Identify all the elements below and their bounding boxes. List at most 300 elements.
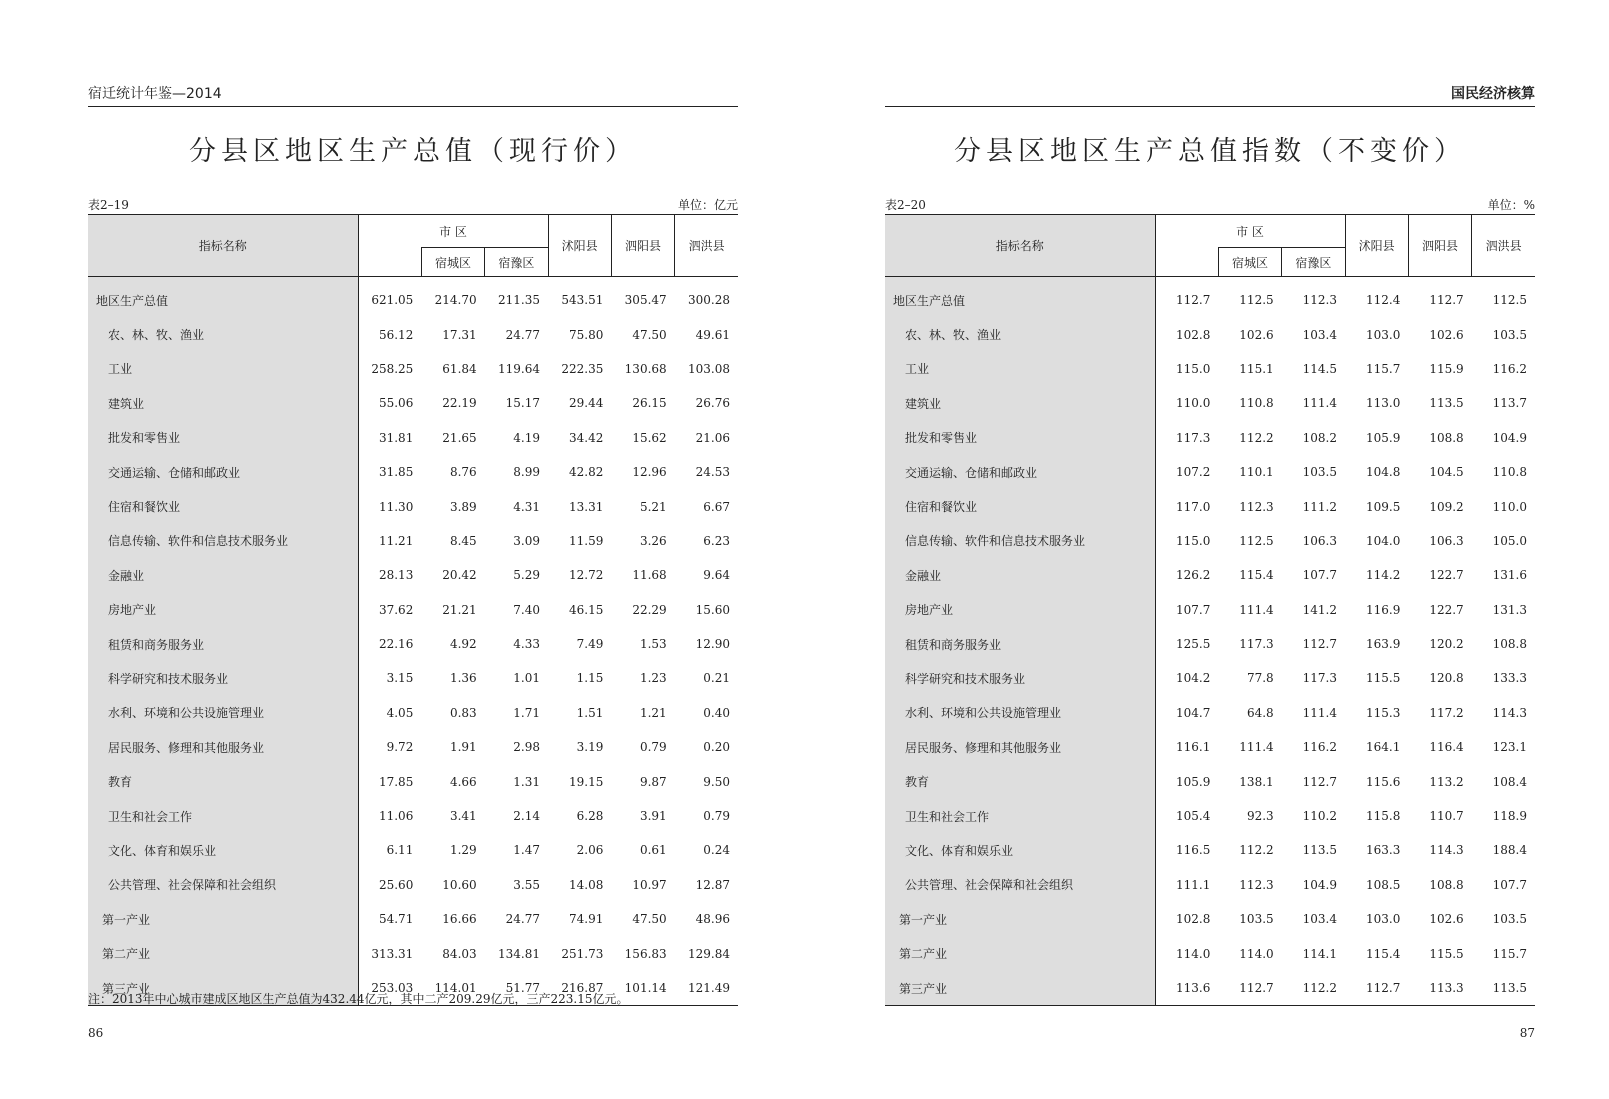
row-value: 112.7	[1218, 971, 1281, 1006]
row-value: 12.96	[632, 465, 667, 480]
row-value: 48.96	[695, 912, 730, 927]
row-value: 110.1	[1239, 465, 1274, 480]
row-value: 112.3	[1239, 877, 1274, 892]
row-value: 104.9	[1302, 877, 1338, 892]
row-value: 105.9	[1365, 430, 1401, 445]
row-value: 163.9	[1365, 637, 1401, 652]
header-shuyang: 沭阳县	[1345, 215, 1408, 277]
row-value: 251.73	[561, 946, 604, 961]
row-value: 102.6	[1239, 327, 1274, 342]
row-value: 621.05	[371, 293, 414, 308]
row-value: 543.51	[561, 293, 604, 308]
row-value: 133.3	[1492, 671, 1527, 686]
row-value: 222.35	[561, 361, 604, 376]
row-value: 21.65	[442, 430, 477, 445]
row-value: 19.15	[568, 774, 604, 789]
row-value: 75.80	[568, 327, 604, 342]
row-value: 121.49	[675, 971, 738, 1006]
row-value: 1.53	[639, 637, 667, 652]
row-value: 1.21	[639, 705, 667, 720]
row-value: 2.06	[576, 843, 604, 858]
table-meta	[885, 197, 1535, 213]
row-label: 卫生和社会工作	[88, 799, 358, 833]
table-row	[885, 764, 1535, 798]
row-value: 113.5	[1302, 843, 1338, 858]
running-head-text: 国民经济核算	[1451, 86, 1535, 102]
row-value: 28.13	[378, 568, 414, 583]
row-value: 115.7	[1365, 361, 1401, 376]
table-row	[88, 764, 738, 798]
row-value: 156.83	[624, 946, 667, 961]
row-label: 地区生产总值	[885, 277, 1155, 318]
row-value: 22.16	[378, 637, 414, 652]
row-value: 126.2	[1175, 568, 1211, 583]
table-row	[88, 558, 738, 592]
row-label: 工业	[88, 352, 358, 386]
row-value: 4.33	[513, 637, 541, 652]
table-row	[88, 902, 738, 936]
table-row	[88, 833, 738, 867]
row-value: 1.51	[576, 705, 604, 720]
row-label: 居民服务、修理和其他服务业	[88, 730, 358, 764]
page-number: 87	[1519, 1026, 1535, 1040]
row-value: 114.01	[421, 971, 484, 1006]
table-row	[88, 489, 738, 523]
row-value: 125.5	[1175, 637, 1211, 652]
row-value: 110.8	[1492, 465, 1527, 480]
row-value: 111.4	[1239, 740, 1274, 755]
row-value: 105.0	[1492, 533, 1527, 548]
row-value: 46.15	[568, 602, 604, 617]
row-value: 1.36	[449, 671, 477, 686]
row-value: 101.14	[611, 971, 674, 1006]
header-sihong: 泗洪县	[675, 215, 738, 277]
row-value: 163.3	[1365, 843, 1401, 858]
header-market-area: 市 区	[1155, 215, 1345, 248]
row-label: 文化、体育和娱乐业	[885, 833, 1155, 867]
row-value: 1.23	[639, 671, 667, 686]
gdp-table	[88, 214, 738, 1006]
row-value: 110.8	[1239, 396, 1274, 411]
row-value: 113.7	[1492, 396, 1527, 411]
table-number: 表2–19	[88, 198, 129, 212]
row-value: 3.89	[449, 499, 477, 514]
row-value: 111.4	[1302, 396, 1338, 411]
row-value: 117.3	[1175, 430, 1211, 445]
table-row	[885, 799, 1535, 833]
row-value: 115.4	[1239, 568, 1274, 583]
row-value: 110.2	[1302, 809, 1338, 824]
row-value: 113.3	[1408, 971, 1471, 1006]
row-value: 110.0	[1492, 499, 1527, 514]
row-value: 9.87	[639, 774, 667, 789]
row-value: 51.77	[485, 971, 548, 1006]
row-label: 批发和零售业	[88, 421, 358, 455]
row-value: 1.71	[513, 705, 541, 720]
row-value: 123.1	[1492, 740, 1527, 755]
row-value: 6.11	[386, 843, 414, 858]
row-value: 113.5	[1472, 971, 1535, 1006]
row-value: 11.68	[632, 568, 667, 583]
table-body	[88, 277, 738, 1006]
row-value: 1.31	[513, 774, 541, 789]
row-value: 10.97	[632, 877, 667, 892]
row-value: 9.64	[703, 568, 730, 583]
row-value: 115.5	[1365, 671, 1401, 686]
row-value: 3.55	[513, 877, 541, 892]
row-value: 117.3	[1302, 671, 1338, 686]
row-value: 116.2	[1492, 361, 1527, 376]
row-label: 建筑业	[885, 386, 1155, 420]
row-value: 4.31	[513, 499, 541, 514]
row-value: 112.5	[1239, 293, 1274, 308]
row-value: 5.21	[639, 499, 667, 514]
table-row	[885, 730, 1535, 764]
row-value: 31.85	[378, 465, 414, 480]
row-value: 114.3	[1429, 843, 1464, 858]
row-value: 29.44	[568, 396, 604, 411]
row-value: 84.03	[442, 946, 477, 961]
row-value: 49.61	[695, 327, 730, 342]
header-indicator: 指标名称	[88, 215, 358, 277]
row-value: 107.2	[1175, 465, 1211, 480]
row-value: 106.3	[1429, 533, 1464, 548]
row-value: 26.15	[632, 396, 667, 411]
row-label: 信息传输、软件和信息技术服务业	[88, 524, 358, 558]
row-value: 6.28	[576, 809, 604, 824]
row-value: 117.3	[1239, 637, 1274, 652]
header-market-blank	[1155, 248, 1218, 277]
row-value: 112.2	[1282, 971, 1345, 1006]
row-label: 第二产业	[885, 936, 1155, 970]
table-note: 注：2013年中心城市建成区地区生产总值为432.44亿元，其中二产209.29亿元，三产223.15亿元。	[88, 992, 629, 1006]
row-label: 信息传输、软件和信息技术服务业	[885, 524, 1155, 558]
table-row	[885, 317, 1535, 351]
row-label: 卫生和社会工作	[885, 799, 1155, 833]
row-value: 117.0	[1175, 499, 1211, 514]
row-label: 金融业	[88, 558, 358, 592]
row-value: 115.9	[1429, 361, 1464, 376]
row-value: 2.14	[513, 809, 541, 824]
row-value: 17.85	[378, 774, 414, 789]
row-label: 文化、体育和娱乐业	[88, 833, 358, 867]
gdp-index-table	[885, 214, 1535, 1006]
row-value: 34.42	[568, 430, 604, 445]
row-value: 47.50	[632, 327, 667, 342]
row-value: 105.4	[1175, 809, 1211, 824]
table-row	[885, 868, 1535, 902]
row-value: 24.77	[505, 327, 541, 342]
row-label: 地区生产总值	[88, 277, 358, 318]
row-value: 112.7	[1302, 637, 1338, 652]
row-value: 102.6	[1429, 327, 1464, 342]
row-value: 110.7	[1429, 809, 1464, 824]
row-label: 教育	[885, 764, 1155, 798]
row-value: 1.15	[576, 671, 604, 686]
row-value: 112.3	[1302, 293, 1338, 308]
table-row	[88, 730, 738, 764]
header-indicator: 指标名称	[885, 215, 1155, 277]
row-label: 水利、环境和公共设施管理业	[88, 696, 358, 730]
row-value: 120.8	[1429, 671, 1464, 686]
row-value: 12.72	[568, 568, 604, 583]
table-row	[885, 902, 1535, 936]
row-label: 第三产业	[885, 971, 1155, 1006]
row-value: 134.81	[498, 946, 541, 961]
row-value: 305.47	[624, 293, 667, 308]
row-value: 115.8	[1365, 809, 1401, 824]
row-value: 103.0	[1365, 327, 1401, 342]
table-row	[885, 627, 1535, 661]
row-value: 54.71	[378, 912, 414, 927]
row-value: 107.7	[1175, 602, 1211, 617]
row-value: 114.0	[1239, 946, 1274, 961]
row-value: 216.87	[548, 971, 611, 1006]
row-label: 金融业	[885, 558, 1155, 592]
row-value: 104.2	[1175, 671, 1211, 686]
row-value: 102.8	[1175, 912, 1211, 927]
row-value: 0.40	[703, 705, 730, 720]
row-value: 141.2	[1302, 602, 1338, 617]
row-value: 8.76	[449, 465, 477, 480]
table-row	[88, 352, 738, 386]
row-value: 105.9	[1175, 774, 1211, 789]
row-value: 122.7	[1429, 602, 1464, 617]
row-value: 7.49	[576, 637, 604, 652]
row-value: 3.19	[576, 740, 604, 755]
row-value: 9.72	[386, 740, 414, 755]
row-value: 3.09	[513, 533, 541, 548]
row-value: 102.8	[1175, 327, 1211, 342]
row-value: 131.6	[1492, 568, 1527, 583]
row-value: 114.2	[1365, 568, 1401, 583]
row-value: 11.30	[378, 499, 414, 514]
row-value: 8.99	[513, 465, 541, 480]
row-value: 2.98	[513, 740, 541, 755]
row-value: 214.70	[434, 293, 477, 308]
row-value: 22.29	[632, 602, 667, 617]
row-value: 1.01	[513, 671, 541, 686]
row-value: 131.3	[1492, 602, 1527, 617]
row-value: 130.68	[624, 361, 667, 376]
running-head	[885, 84, 1535, 107]
row-value: 108.2	[1302, 430, 1338, 445]
row-value: 138.1	[1239, 774, 1274, 789]
row-value: 118.9	[1492, 809, 1527, 824]
row-value: 103.5	[1239, 912, 1274, 927]
header-sucheng: 宿城区	[421, 248, 484, 277]
row-value: 61.84	[442, 361, 477, 376]
row-value: 6.23	[703, 533, 730, 548]
row-value: 4.19	[513, 430, 541, 445]
row-value: 31.81	[378, 430, 414, 445]
row-value: 14.08	[568, 877, 604, 892]
row-value: 108.4	[1492, 774, 1527, 789]
row-value: 15.60	[695, 602, 730, 617]
row-value: 3.26	[639, 533, 667, 548]
row-value: 0.24	[703, 843, 730, 858]
row-value: 120.2	[1429, 637, 1464, 652]
page-title: 分县区地区生产总值（现行价）	[189, 136, 637, 167]
row-value: 109.5	[1365, 499, 1401, 514]
table-row	[885, 421, 1535, 455]
row-label: 教育	[88, 764, 358, 798]
header-sucheng: 宿城区	[1218, 248, 1281, 277]
header-sihong: 泗洪县	[1472, 215, 1535, 277]
row-value: 5.29	[513, 568, 541, 583]
row-value: 15.62	[632, 430, 667, 445]
row-value: 112.4	[1365, 293, 1401, 308]
row-value: 20.42	[442, 568, 477, 583]
table-row	[88, 627, 738, 661]
row-value: 112.7	[1429, 293, 1464, 308]
row-value: 117.2	[1429, 705, 1464, 720]
row-value: 112.7	[1345, 971, 1408, 1006]
row-label: 农、林、牧、渔业	[88, 317, 358, 351]
row-value: 1.47	[513, 843, 541, 858]
row-value: 108.5	[1365, 877, 1401, 892]
row-value: 115.5	[1429, 946, 1464, 961]
row-value: 103.5	[1492, 912, 1527, 927]
table-number: 表2–20	[885, 198, 926, 212]
table-row	[88, 661, 738, 695]
row-label: 交通运输、仓储和邮政业	[885, 455, 1155, 489]
row-value: 115.3	[1365, 705, 1401, 720]
row-label: 公共管理、社会保障和社会组织	[88, 868, 358, 902]
row-value: 37.62	[378, 602, 414, 617]
table-row	[88, 386, 738, 420]
row-label: 住宿和餐饮业	[885, 489, 1155, 523]
table-unit: 单位：亿元	[677, 198, 738, 212]
row-value: 104.9	[1492, 430, 1527, 445]
row-label: 居民服务、修理和其他服务业	[885, 730, 1155, 764]
row-value: 0.21	[703, 671, 730, 686]
row-value: 3.91	[639, 809, 667, 824]
row-value: 313.31	[371, 946, 414, 961]
table-row	[885, 386, 1535, 420]
row-value: 103.08	[688, 361, 730, 376]
row-value: 116.2	[1302, 740, 1338, 755]
row-value: 114.0	[1175, 946, 1211, 961]
row-label: 第三产业	[88, 971, 358, 1006]
table-row	[88, 868, 738, 902]
row-value: 211.35	[498, 293, 541, 308]
row-label: 房地产业	[88, 593, 358, 627]
table-row	[885, 489, 1535, 523]
row-value: 114.5	[1302, 361, 1338, 376]
left-page	[88, 0, 738, 1099]
row-value: 129.84	[688, 946, 730, 961]
row-label: 住宿和餐饮业	[88, 489, 358, 523]
row-label: 科学研究和技术服务业	[88, 661, 358, 695]
table-row	[88, 524, 738, 558]
row-value: 17.31	[442, 327, 477, 342]
table-row	[885, 277, 1535, 318]
table-meta	[88, 197, 738, 213]
row-value: 115.0	[1175, 361, 1211, 376]
row-value: 56.12	[378, 327, 414, 342]
table-row	[885, 455, 1535, 489]
table-row	[885, 971, 1535, 1006]
header-suyu: 宿豫区	[485, 248, 548, 277]
header-shuyang: 沭阳县	[548, 215, 611, 277]
row-value: 300.28	[688, 293, 730, 308]
row-value: 11.06	[378, 809, 414, 824]
header-market-blank	[358, 248, 421, 277]
row-label: 科学研究和技术服务业	[885, 661, 1155, 695]
row-value: 112.3	[1239, 499, 1274, 514]
row-value: 253.03	[358, 971, 421, 1006]
header-market-area: 市 区	[358, 215, 548, 248]
row-label: 第二产业	[88, 936, 358, 970]
row-value: 104.7	[1175, 705, 1211, 720]
row-label: 租赁和商务服务业	[885, 627, 1155, 661]
row-value: 114.3	[1492, 705, 1527, 720]
row-value: 113.2	[1429, 774, 1464, 789]
row-value: 7.40	[513, 602, 541, 617]
row-value: 6.67	[703, 499, 730, 514]
row-value: 115.6	[1365, 774, 1401, 789]
row-value: 0.20	[703, 740, 730, 755]
row-value: 104.5	[1429, 465, 1464, 480]
row-value: 111.4	[1302, 705, 1338, 720]
row-value: 26.76	[695, 396, 730, 411]
row-value: 103.5	[1302, 465, 1338, 480]
row-value: 74.91	[568, 912, 604, 927]
table-row	[88, 936, 738, 970]
row-value: 115.1	[1239, 361, 1274, 376]
table-row	[885, 524, 1535, 558]
table-row	[885, 696, 1535, 730]
row-value: 9.50	[703, 774, 730, 789]
row-value: 103.4	[1302, 912, 1338, 927]
table-row	[885, 352, 1535, 386]
row-label: 公共管理、社会保障和社会组织	[885, 868, 1155, 902]
header-suyu: 宿豫区	[1282, 248, 1345, 277]
row-value: 112.5	[1492, 293, 1527, 308]
row-value: 116.5	[1175, 843, 1211, 858]
row-value: 116.1	[1175, 740, 1211, 755]
header-siyang: 泗阳县	[611, 215, 674, 277]
row-value: 3.15	[386, 671, 414, 686]
row-value: 55.06	[378, 396, 414, 411]
row-value: 0.61	[639, 843, 667, 858]
row-label: 第一产业	[88, 902, 358, 936]
page-number: 86	[88, 1026, 104, 1040]
running-head-text: 宿迁统计年鉴—2014	[88, 86, 222, 102]
row-value: 47.50	[632, 912, 667, 927]
row-value: 188.4	[1492, 843, 1527, 858]
row-value: 24.53	[695, 465, 730, 480]
row-value: 1.29	[449, 843, 477, 858]
row-value: 112.7	[1175, 293, 1211, 308]
row-value: 104.8	[1365, 465, 1401, 480]
row-value: 11.59	[568, 533, 604, 548]
row-value: 113.0	[1365, 396, 1401, 411]
row-value: 4.05	[386, 705, 414, 720]
row-value: 92.3	[1246, 809, 1274, 824]
row-label: 第一产业	[885, 902, 1155, 936]
row-value: 112.2	[1239, 430, 1274, 445]
header-siyang: 泗阳县	[1408, 215, 1471, 277]
row-value: 8.45	[449, 533, 477, 548]
table-row	[88, 799, 738, 833]
row-value: 103.0	[1365, 912, 1401, 927]
table-row	[88, 317, 738, 351]
running-head	[88, 84, 738, 107]
row-value: 25.60	[378, 877, 414, 892]
row-value: 102.6	[1429, 912, 1464, 927]
